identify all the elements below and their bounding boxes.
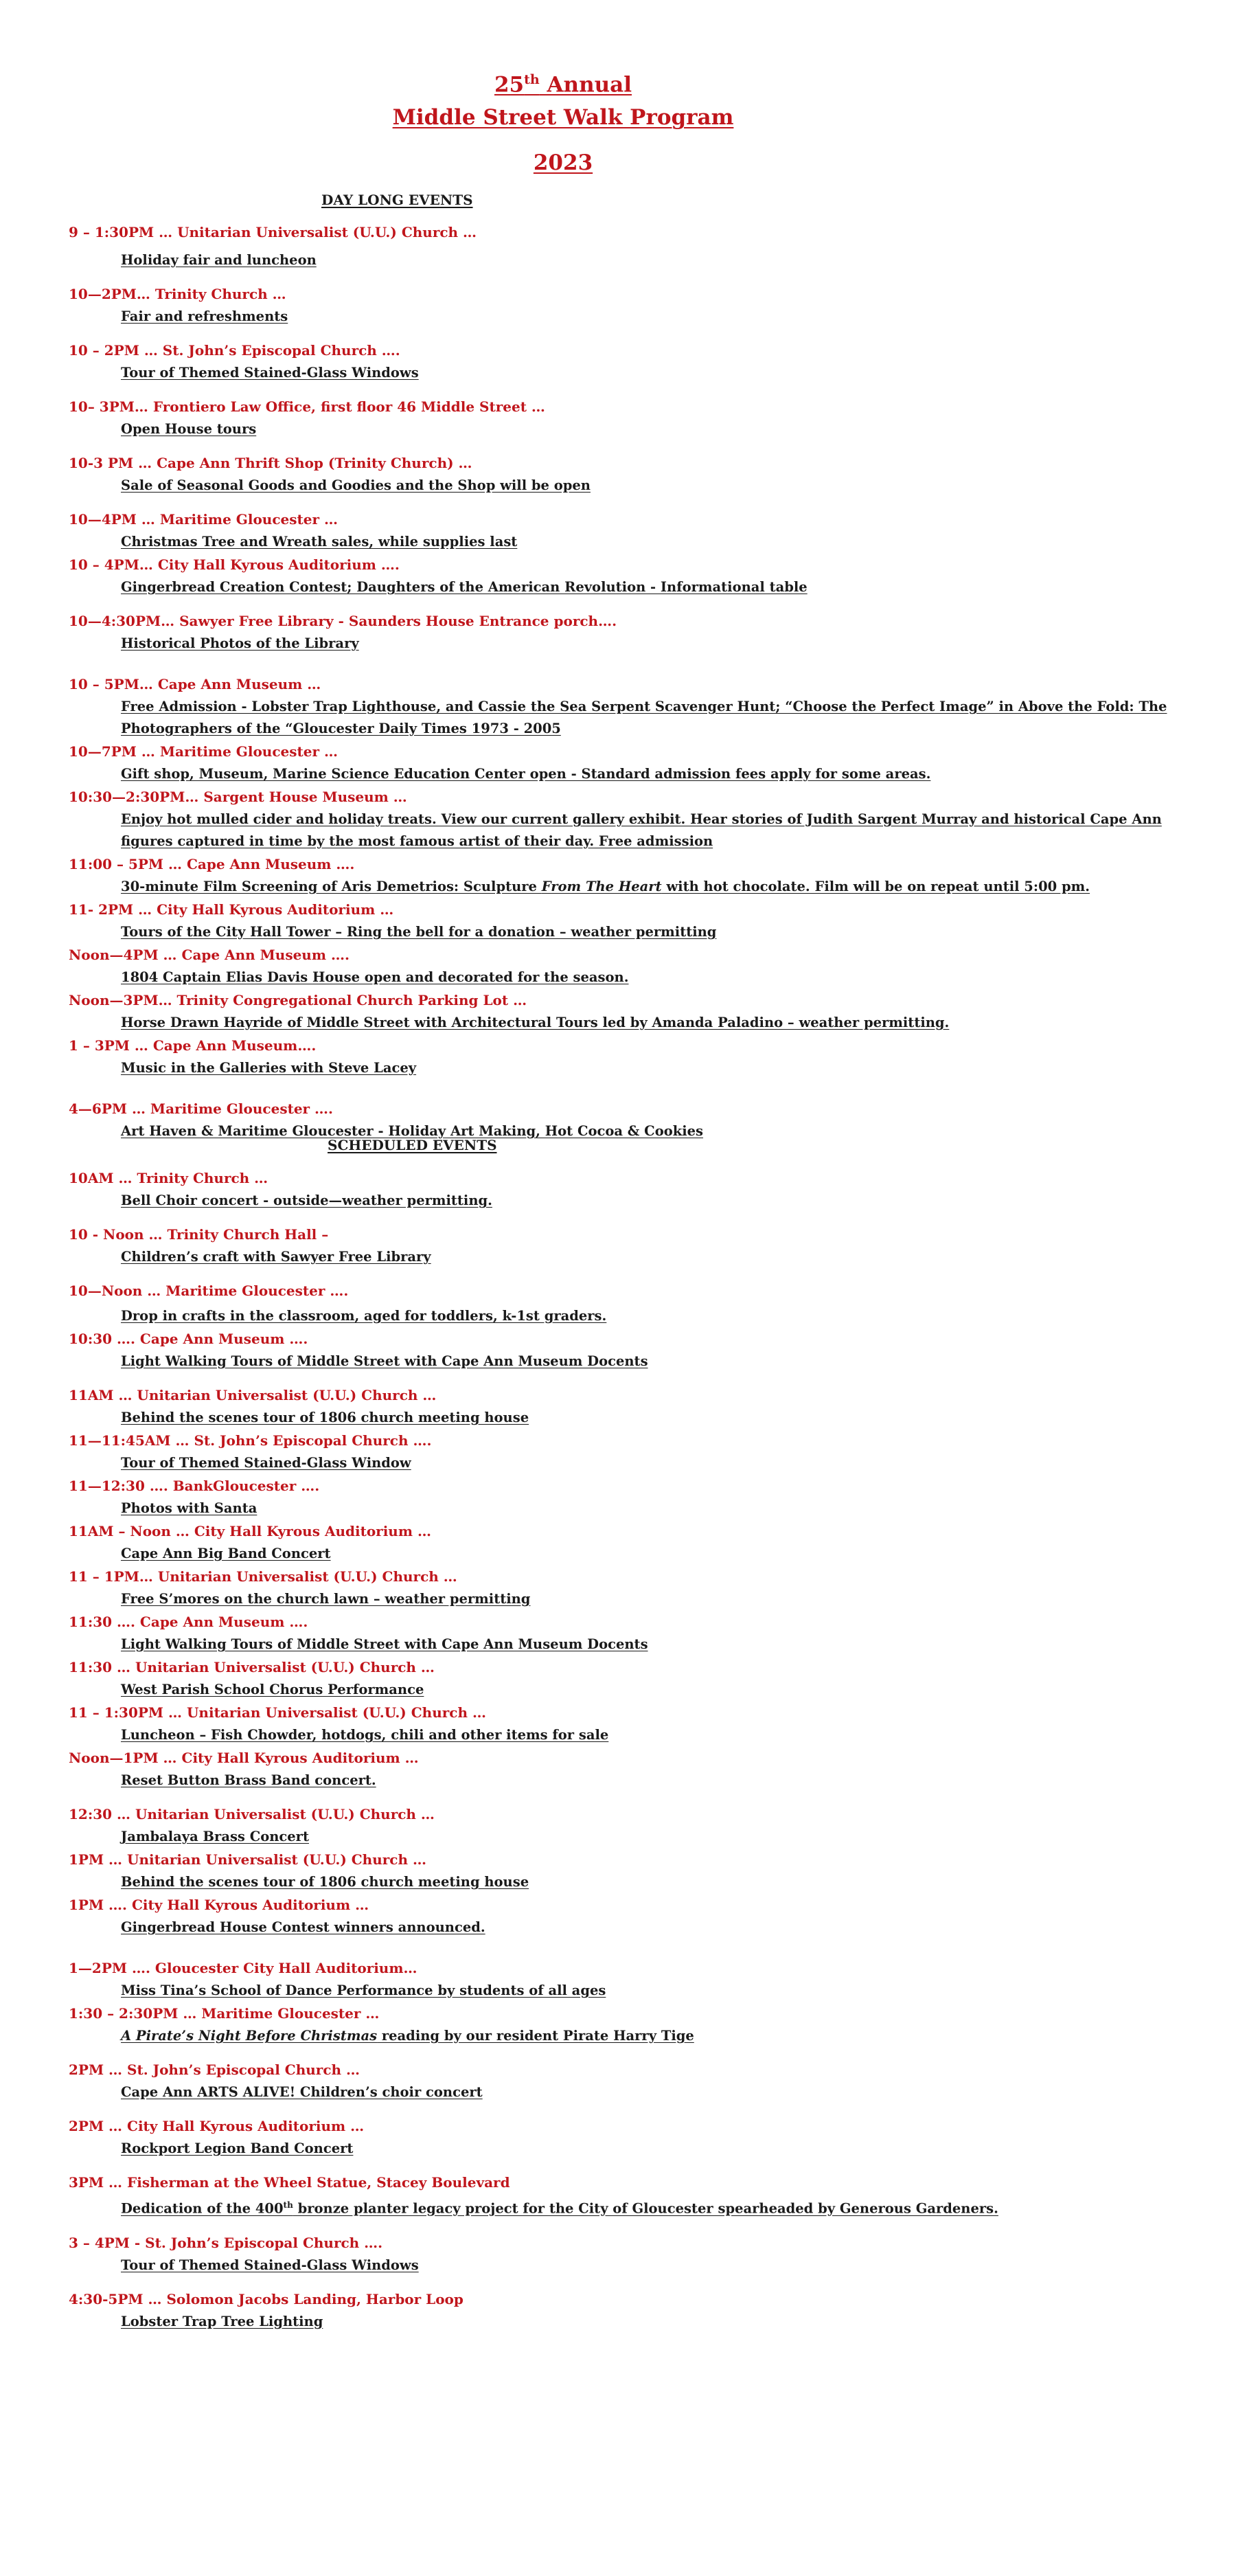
event-time-location: 10-3 PM … Cape Ann Thrift Shop (Trinity Church) … <box>69 455 472 471</box>
event-time-location: 10 – 4PM… City Hall Kyrous Auditorium …. <box>69 556 400 573</box>
event-time-location: 11:30 … Unitarian Universalist (U.U.) Church … <box>69 1659 435 1675</box>
event-time-location: 10 – 5PM… Cape Ann Museum … <box>69 676 321 692</box>
event-description: Behind the scenes tour of 1806 church meeting house <box>121 1410 529 1425</box>
event-description: Bell Choir concert - outside—weather permitting. <box>121 1193 492 1208</box>
event-time-location: Noon—3PM… Trinity Congregational Church Parking Lot … <box>69 992 527 1008</box>
event-item <box>69 2116 1167 2160</box>
title-line-program: Middle Street Walk Program <box>392 105 734 131</box>
program-title <box>0 63 1126 179</box>
event-item <box>69 674 1167 740</box>
event-description: Music in the Galleries with Steve Lacey <box>121 1060 417 1076</box>
event-item <box>69 1329 1167 1372</box>
event-description: Tour of Themed Stained-Glass Window <box>121 1455 411 1471</box>
event-description: Lobster Trap Tree Lighting <box>121 2313 323 2329</box>
event-item <box>69 1612 1167 1656</box>
event-time-location: 3 – 4PM - St. John’s Episcopal Church …. <box>69 2234 383 2251</box>
event-item <box>69 1702 1167 1746</box>
event-item <box>69 899 1167 943</box>
event-description: Light Walking Tours of Middle Street with Cape Ann Museum Docents <box>121 1353 648 1369</box>
event-item <box>69 1098 1167 1142</box>
day-long-events-list <box>69 222 1167 1155</box>
event-description-text: Dedication of the 400 <box>121 2200 284 2217</box>
event-description: Cape Ann ARTS ALIVE! Children’s choir concert <box>121 2084 483 2100</box>
event-time-location: 10 - Noon … Trinity Church Hall – <box>69 1226 329 1243</box>
event-item <box>69 222 1167 271</box>
event-item <box>69 1566 1167 1610</box>
event-time-location: 3PM … Fisherman at the Wheel Statue, Stacey Boulevard <box>69 2174 510 2191</box>
event-time-location: Noon—1PM … City Hall Kyrous Auditorium … <box>69 1750 419 1766</box>
event-time-location: 2PM … City Hall Kyrous Auditorium … <box>69 2118 365 2134</box>
scheduled-events-list <box>69 1168 1167 2345</box>
event-description: Gingerbread House Contest winners announced. <box>121 1919 485 1935</box>
event-description: Art Haven & Maritime Gloucester - Holiday Art Making, Hot Cocoa & Cookies <box>121 1123 704 1139</box>
title-annual-word: Annual <box>539 72 632 98</box>
title-line-annual <box>0 63 1126 101</box>
event-description: Open House tours <box>121 421 257 437</box>
event-description: Christmas Tree and Wreath sales, while supplies last <box>121 534 518 550</box>
event-item <box>69 509 1167 553</box>
event-item <box>69 2289 1167 2333</box>
event-item <box>69 453 1167 497</box>
event-time-location: 1PM … Unitarian Universalist (U.U.) Church … <box>69 1851 426 1868</box>
event-time-location: Noon—4PM … Cape Ann Museum …. <box>69 947 350 963</box>
event-time-location: 10—2PM… Trinity Church … <box>69 286 286 302</box>
event-item <box>69 2172 1167 2220</box>
event-description: Miss Tina’s School of Dance Performance by students of all ages <box>121 1982 606 1998</box>
event-time-location: 11 – 1PM… Unitarian Universalist (U.U.) Church … <box>69 1568 457 1585</box>
event-time-location: 11:30 …. Cape Ann Museum …. <box>69 1614 308 1630</box>
event-item <box>69 1476 1167 1519</box>
event-item <box>69 945 1167 988</box>
event-item <box>69 284 1167 328</box>
event-time-location: 12:30 … Unitarian Universalist (U.U.) Church … <box>69 1806 435 1822</box>
event-item <box>69 2059 1167 2103</box>
section-heading-scheduled: SCHEDULED EVENTS <box>328 1137 497 1153</box>
event-item <box>69 1748 1167 1792</box>
event-description: Gingerbread Creation Contest; Daughters of the American Revolution - Informational table <box>121 579 808 595</box>
event-time-location: 10—Noon … Maritime Gloucester …. <box>69 1283 349 1299</box>
event-description-text: with hot chocolate. Film will be on repeat until 5:00 pm. <box>661 879 1090 894</box>
event-description: Reset Button Brass Band concert. <box>121 1772 376 1788</box>
event-time-location: 4—6PM … Maritime Gloucester …. <box>69 1100 333 1117</box>
event-time-location: 10:30 …. Cape Ann Museum …. <box>69 1331 308 1347</box>
event-time-location: 10:30—2:30PM… Sargent House Museum … <box>69 789 407 805</box>
event-item <box>69 2233 1167 2276</box>
event-time-location: 10AM … Trinity Church … <box>69 1170 268 1186</box>
event-time-location: 1PM …. City Hall Kyrous Auditorium … <box>69 1897 369 1913</box>
event-description: Sale of Seasonal Goods and Goodies and the Shop will be open <box>121 477 591 493</box>
event-film-title: From The Heart <box>541 879 662 894</box>
event-description <box>121 2194 1167 2220</box>
event-time-location: 10—7PM … Maritime Gloucester … <box>69 743 338 760</box>
event-description: Free Admission - Lobster Trap Lighthouse, and Cassie the Sea Serpent Scavenger Hunt; “Choose the Perfect Image” in Above the Fold: The Photographers of the “Gloucester Daily Times 1973 - 2005 <box>121 699 1167 736</box>
event-time-location: 10 – 2PM … St. John’s Episcopal Church …. <box>69 342 400 359</box>
event-item <box>69 854 1167 898</box>
event-description: Tour of Themed Stained-Glass Windows <box>121 2257 419 2273</box>
event-item <box>69 1430 1167 1474</box>
event-item <box>69 741 1167 785</box>
event-time-location: 11—12:30 …. BankGloucester …. <box>69 1478 320 1494</box>
event-description: West Parish School Chorus Performance <box>121 1682 424 1697</box>
event-description: Tour of Themed Stained-Glass Windows <box>121 365 419 381</box>
event-description: Historical Photos of the Library <box>121 635 359 651</box>
event-item <box>69 1849 1167 1893</box>
event-description <box>121 876 1167 898</box>
event-item <box>69 787 1167 852</box>
event-description: Horse Drawn Hayride of Middle Street with Architectural Tours led by Amanda Paladino – weather permitting. <box>121 1015 950 1030</box>
event-time-location: 4:30-5PM … Solomon Jacobs Landing, Harbor Loop <box>69 2290 464 2307</box>
title-ordinal-suffix: th <box>524 72 540 87</box>
event-reading-title: A Pirate’s Night Before Christmas <box>121 2028 378 2044</box>
event-description: Enjoy hot mulled cider and holiday treats. View our current gallery exhibit. Hear stories of Judith Sargent Murray and historical Cape Ann figures captured in time by the most famous artist of their day. Free admission <box>121 811 1162 849</box>
event-item <box>69 1804 1167 1848</box>
event-description: Luncheon – Fish Chowder, hotdogs, chili and other items for sale <box>121 1727 609 1743</box>
event-item <box>69 990 1167 1034</box>
event-description-text: reading by our resident Pirate Harry Tige <box>377 2028 694 2044</box>
event-description: Tours of the City Hall Tower – Ring the bell for a donation – weather permitting <box>121 924 717 940</box>
event-description: 1804 Captain Elias Davis House open and decorated for the season. <box>121 969 629 985</box>
event-item <box>69 1280 1167 1327</box>
event-item <box>69 1035 1167 1079</box>
event-item <box>69 2003 1167 2047</box>
event-item <box>69 611 1167 655</box>
event-time-location: 1:30 – 2:30PM … Maritime Gloucester … <box>69 2005 380 2022</box>
event-description: Free S’mores on the church lawn – weather permitting <box>121 1591 531 1607</box>
event-time-location: 1 – 3PM … Cape Ann Museum…. <box>69 1037 317 1054</box>
event-description: Jambalaya Brass Concert <box>121 1829 309 1844</box>
event-time-location: 10– 3PM… Frontiero Law Office, first floor 46 Middle Street … <box>69 398 545 415</box>
event-item <box>69 1521 1167 1565</box>
event-item <box>69 1224 1167 1268</box>
event-description: Fair and refreshments <box>121 308 288 324</box>
event-description: Photos with Santa <box>121 1500 258 1516</box>
title-year: 2023 <box>533 150 593 176</box>
event-description: Children’s craft with Sawyer Free Library <box>121 1249 431 1265</box>
event-item <box>69 1657 1167 1701</box>
event-item <box>69 1895 1167 1939</box>
event-time-location: 1—2PM …. Gloucester City Hall Auditorium… <box>69 1960 417 1976</box>
event-time-location: 11- 2PM … City Hall Kyrous Auditorium … <box>69 901 394 918</box>
event-time-location: 11 – 1:30PM … Unitarian Universalist (U.U.) Church … <box>69 1704 486 1721</box>
event-time-location: 10—4PM … Maritime Gloucester … <box>69 511 338 528</box>
title-ordinal-number: 25 <box>494 72 525 98</box>
event-time-location: 9 – 1:30PM … Unitarian Universalist (U.U.) Church … <box>69 224 477 240</box>
event-ordinal-suffix: th <box>283 2200 293 2210</box>
event-time-location: 11AM – Noon … City Hall Kyrous Auditorium … <box>69 1523 431 1539</box>
event-description: Rockport Legion Band Concert <box>121 2140 354 2156</box>
event-time-location: 11AM … Unitarian Universalist (U.U.) Church … <box>69 1387 437 1403</box>
event-time-location: 10—4:30PM… Sawyer Free Library - Saunders House Entrance porch…. <box>69 613 617 629</box>
event-description: Cape Ann Big Band Concert <box>121 1546 331 1561</box>
event-item <box>69 396 1167 440</box>
event-description: Drop in crafts in the classroom, aged for toddlers, k-1st graders. <box>121 1308 607 1324</box>
event-time-location: 11—11:45AM … St. John’s Episcopal Church …. <box>69 1432 432 1449</box>
event-description-text: 30-minute Film Screening of Aris Demetrios: Sculpture <box>121 879 542 894</box>
event-description: Behind the scenes tour of 1806 church meeting house <box>121 1874 529 1890</box>
event-description <box>121 2025 1167 2047</box>
event-time-location: 2PM … St. John’s Episcopal Church … <box>69 2061 360 2078</box>
section-heading-day-long: DAY LONG EVENTS <box>321 192 473 208</box>
event-description: Light Walking Tours of Middle Street with Cape Ann Museum Docents <box>121 1636 648 1652</box>
event-description-text: bronze planter legacy project for the City of Gloucester spearheaded by Generous Gardeners. <box>293 2200 998 2217</box>
event-item <box>69 554 1167 598</box>
event-item <box>69 1385 1167 1429</box>
event-item <box>69 1958 1167 2002</box>
event-item <box>69 1168 1167 1212</box>
event-description: Gift shop, Museum, Marine Science Education Center open - Standard admission fees apply for some areas. <box>121 766 931 782</box>
event-time-location: 11:00 – 5PM … Cape Ann Museum …. <box>69 856 355 872</box>
event-description: Holiday fair and luncheon <box>121 252 317 268</box>
event-item <box>69 340 1167 384</box>
